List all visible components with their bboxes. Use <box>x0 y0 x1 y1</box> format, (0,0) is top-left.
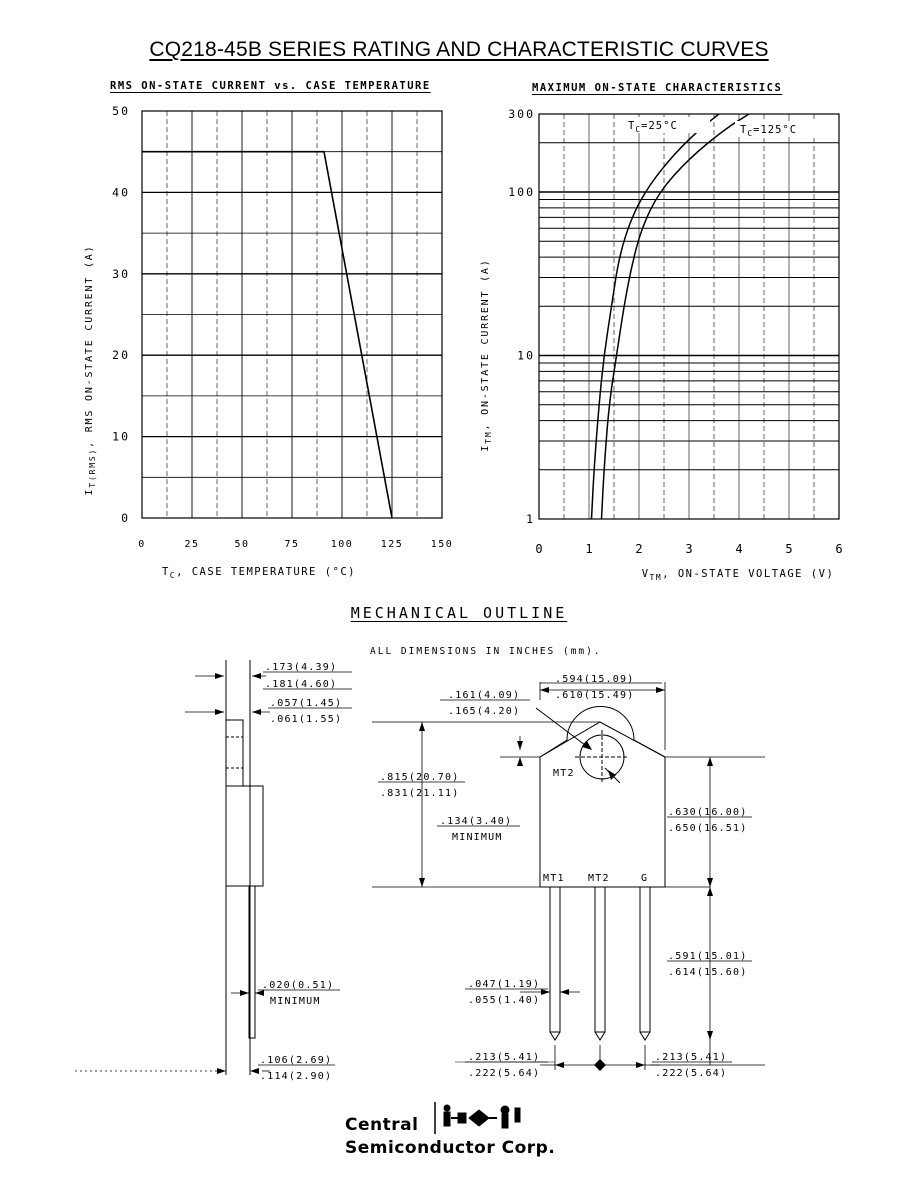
chart2-x-tick: 6 <box>835 542 843 556</box>
pin-label-mt2: MT2 <box>588 873 610 884</box>
dim-d5a: .161(4.09) <box>448 690 521 701</box>
dim-d13b: .222(5.64) <box>655 1068 728 1079</box>
chart1-x-tick: 150 <box>430 539 454 550</box>
chart2-x-tick-labels <box>535 542 842 556</box>
chart1-title: RMS ON-STATE CURRENT vs. CASE TEMPERATURE <box>110 80 431 92</box>
chart2-xlabel: $V_{TM}$, ON-STATE VOLTAGE (V) <box>641 568 835 582</box>
dim-d13a: .213(5.41) <box>655 1052 728 1063</box>
dim-d1a: .173(4.39) <box>265 662 338 673</box>
dim-d1b: .181(4.60) <box>265 679 338 690</box>
company-logo-icon <box>433 1100 528 1136</box>
chart2-series-line-0 <box>592 114 720 519</box>
mechanical-outline-drawing <box>0 650 918 1090</box>
chart2-y-tick: 100 <box>508 185 535 200</box>
chart1-x-tick: 25 <box>184 539 200 550</box>
chart2-series-lines <box>592 114 750 519</box>
dim-d9b: .650(16.51) <box>668 823 748 834</box>
chart2-x-tick: 4 <box>735 542 743 556</box>
pin-label-mt2-tab: MT2 <box>553 768 575 779</box>
chart2-ylabel: $I_{TM}$, ON-STATE CURRENT (A) <box>480 258 493 452</box>
chart2-grid <box>539 114 839 519</box>
dim-d9a: .630(16.00) <box>668 807 748 818</box>
side-view <box>226 660 263 1075</box>
dim-d2a: .057(1.45) <box>270 698 343 709</box>
chart1-ylabel: $I_{T(RMS)}$, RMS ON-STATE CURRENT (A) <box>84 244 97 496</box>
chart1-y-tick: 30 <box>112 266 130 281</box>
company-name-line2: Semiconductor Corp. <box>345 1138 556 1158</box>
dim-d4a: .106(2.69) <box>260 1055 333 1066</box>
dim-d5b: .165(4.20) <box>448 706 521 717</box>
pin-label-mt1: MT1 <box>543 873 565 884</box>
chart2-x-tick: 5 <box>785 542 793 556</box>
chart2-series-line-1 <box>602 114 750 519</box>
chart2-x-tick: 0 <box>535 542 543 556</box>
chart1-x-tick: 50 <box>234 539 250 550</box>
dim-d11b: .055(1.40) <box>468 995 541 1006</box>
company-name-line1: Central <box>345 1115 419 1135</box>
chart1-x-tick-labels <box>138 539 453 550</box>
dim-d11a: .047(1.19) <box>468 979 541 990</box>
chart2-x-tick: 1 <box>585 542 593 556</box>
dim-d12b: .222(5.64) <box>468 1068 541 1079</box>
dim-d8b: MINIMUM <box>452 832 503 843</box>
chart1-y-tick: 0 <box>121 511 130 525</box>
chart2-on-state-characteristics <box>470 95 890 590</box>
dimension-lines <box>75 676 765 1071</box>
dimensions-note: ALL DIMENSIONS IN INCHES (mm). <box>370 646 602 657</box>
chart1-x-tick: 0 <box>138 539 146 550</box>
chart1-y-tick: 50 <box>112 104 130 118</box>
page-title: CQ218-45B SERIES RATING AND CHARACTERISTIC CURVES <box>149 38 769 61</box>
dim-d2b: .061(1.55) <box>270 714 343 725</box>
chart1-grid <box>142 111 442 518</box>
dim-d3a: .020(0.51) <box>262 980 335 991</box>
chart1-x-tick: 125 <box>380 539 404 550</box>
dim-d7b: .831(21.11) <box>380 788 460 799</box>
chart2-x-tick: 3 <box>685 542 693 556</box>
chart2-legend-125c: $T_C=125^\circ C$ <box>740 124 798 138</box>
pin-label-g: G <box>641 873 649 884</box>
chart2-y-tick-labels <box>508 107 535 526</box>
chart2-y-tick: 1 <box>526 512 535 526</box>
chart1-y-tick-labels <box>112 104 130 525</box>
chart1-y-tick: 10 <box>112 429 130 444</box>
chart1-x-tick: 75 <box>284 539 300 550</box>
chart1-y-tick: 20 <box>112 348 130 363</box>
dim-d6a: .594(15.09) <box>555 674 635 685</box>
dim-d10b: .614(15.60) <box>668 967 748 978</box>
chart2-x-tick: 2 <box>635 542 643 556</box>
chart1-xlabel: $T_C$, CASE TEMPERATURE (°C) <box>161 566 356 580</box>
dimension-arrowheads <box>215 673 713 1074</box>
dim-d6b: .610(15.49) <box>555 690 635 701</box>
dim-d12a: .213(5.41) <box>468 1052 541 1063</box>
chart1-y-tick: 40 <box>112 185 130 200</box>
dim-d4b: .114(2.90) <box>260 1071 333 1082</box>
chart1-rms-current-vs-temp <box>70 95 470 590</box>
chart2-legend-25c: $T_C=25^\circ C$ <box>628 120 678 134</box>
dim-d8a: .134(3.40) <box>440 816 513 827</box>
dim-d3b: MINIMUM <box>270 996 321 1007</box>
mechanical-outline-title: MECHANICAL OUTLINE <box>350 604 568 622</box>
dim-d10a: .591(15.01) <box>668 951 748 962</box>
chart2-y-tick: 10 <box>517 348 535 363</box>
chart1-x-tick: 100 <box>330 539 354 550</box>
chart2-title: MAXIMUM ON-STATE CHARACTERISTICS <box>532 82 783 94</box>
dim-d7a: .815(20.70) <box>380 772 460 783</box>
chart2-y-tick: 300 <box>508 107 535 121</box>
